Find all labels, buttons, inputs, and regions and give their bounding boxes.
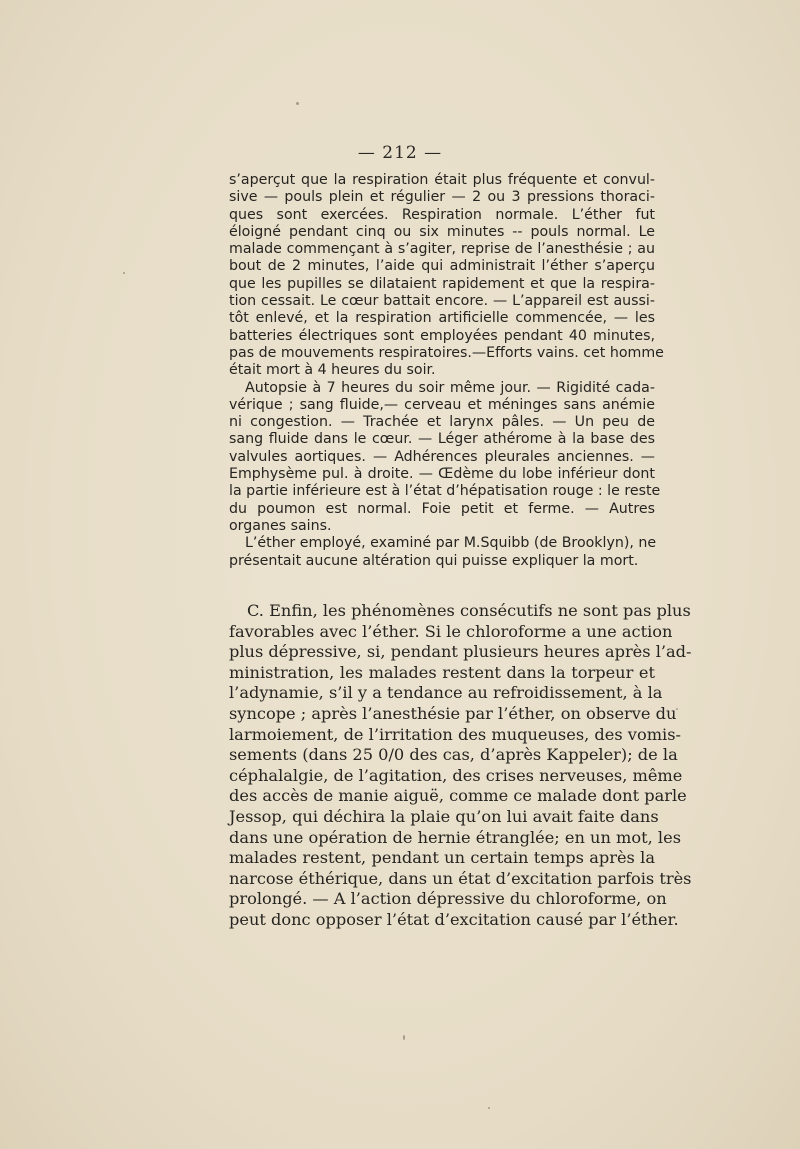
text-line: dans une opération de hernie étranglée; en un mot, les (229, 827, 682, 847)
text-line: favorables avec l’éther. Si le chloroforme a une action (229, 621, 673, 641)
text-line: Autopsie à 7 heures du soir même jour. — Rigidité cada- (245, 379, 655, 396)
text-line: C. Enfin, les phénomènes consécutifs ne sont pas plus (247, 601, 691, 620)
text-line: batteries électriques sont employées pendant 40 minutes, (229, 327, 655, 344)
main-paragraph (229, 601, 692, 931)
text-line: éloigné pendant cinq ou six minutes -- pouls normal. Le (229, 223, 655, 240)
paper-speck (488, 1107, 490, 1109)
text-line: vérique ; sang fluide,— cerveau et méninges sans anémie (229, 396, 655, 413)
text-line: ni congestion. — Trachée et larynx pâles. — Un peu de (229, 414, 655, 431)
text-line: la partie inférieure est à l’état d’hépatisation rouge : le reste (229, 483, 661, 500)
text-line: s’aperçut que la respiration était plus fréquente et convul- (229, 172, 655, 188)
text-line: syncope ; après l’anesthésie par l’éther, on observe du (229, 703, 677, 723)
text-line: prolongé. — A l’action dépressive du chloroforme, on (229, 889, 667, 909)
case-report-text (229, 172, 664, 570)
text-line: L’éther employé, examiné par M.Squibb (de Brooklyn), ne (245, 535, 657, 552)
text-line: sang fluide dans le cœur. — Léger athérome à la base des (229, 431, 655, 448)
text-line: Jessop, qui déchira la plaie qu’on lui avait faite dans (229, 806, 659, 826)
text-line: bout de 2 minutes, l’aide qui administrait l’éther s’aperçu (229, 258, 655, 275)
text-line: céphalalgie, de l’agitation, des crises nerveuses, même (229, 765, 683, 785)
paper-speck (123, 272, 125, 274)
text-line: plus dépressive, si, pendant plusieurs heures après l’ad- (229, 642, 692, 662)
text-line: valvules aortiques. — Adhérences pleurales anciennes. — (229, 448, 655, 465)
text-line: que les pupilles se dilataient rapidement et que la respira- (229, 275, 655, 292)
paper-speck (676, 708, 678, 710)
paper-speck (296, 102, 299, 105)
text-line: malade commençant à s’agiter, reprise de l’anesthésie ; au (229, 241, 655, 258)
text-line: était mort à 4 heures du soir. (229, 362, 436, 379)
text-line: l’adynamie, s’il y a tendance au refroidissement, à la (229, 683, 663, 703)
text-line: des accès de manie aiguë, comme ce malade dont parle (229, 786, 687, 806)
text-line: organes sains. (229, 517, 332, 534)
text-line: ques sont exercées. Respiration normale. L’éther fut (229, 206, 655, 223)
text-line: ministration, les malades restent dans la torpeur et (229, 662, 655, 682)
text-line: sements (dans 25 0/0 des cas, d’après Kappeler); de la (229, 745, 678, 765)
text-line: pas de mouvements respiratoires.—Efforts vains. cet homme (229, 344, 664, 361)
text-line: tion cessait. Le cœur battait encore. — L’appareil est aussi- (229, 293, 655, 310)
text-line: narcose éthérique, dans un état d’excitation parfois très (229, 868, 692, 888)
text-line: du poumon est normal. Foie petit et ferme. — Autres (229, 500, 655, 517)
text-line: présentait aucune altération qui puisse expliquer la mort. (229, 552, 639, 569)
text-line: Emphysème pul. à droite. — Œdème du lobe inférieur dont (229, 466, 655, 483)
page-number: — 212 — (357, 143, 443, 163)
text-line: peut donc opposer l’état d’excitation causé par l’éther. (229, 909, 679, 929)
text-line: larmoiement, de l’irritation des muqueuses, des vomis- (229, 724, 682, 744)
paper-speck (403, 1035, 405, 1040)
text-line: sive — pouls plein et régulier — 2 ou 3 pressions thoraci- (229, 189, 655, 206)
text-line: malades restent, pendant un certain temps après la (229, 848, 655, 868)
text-line: tôt enlevé, et la respiration artificielle commencée, — les (229, 310, 655, 327)
